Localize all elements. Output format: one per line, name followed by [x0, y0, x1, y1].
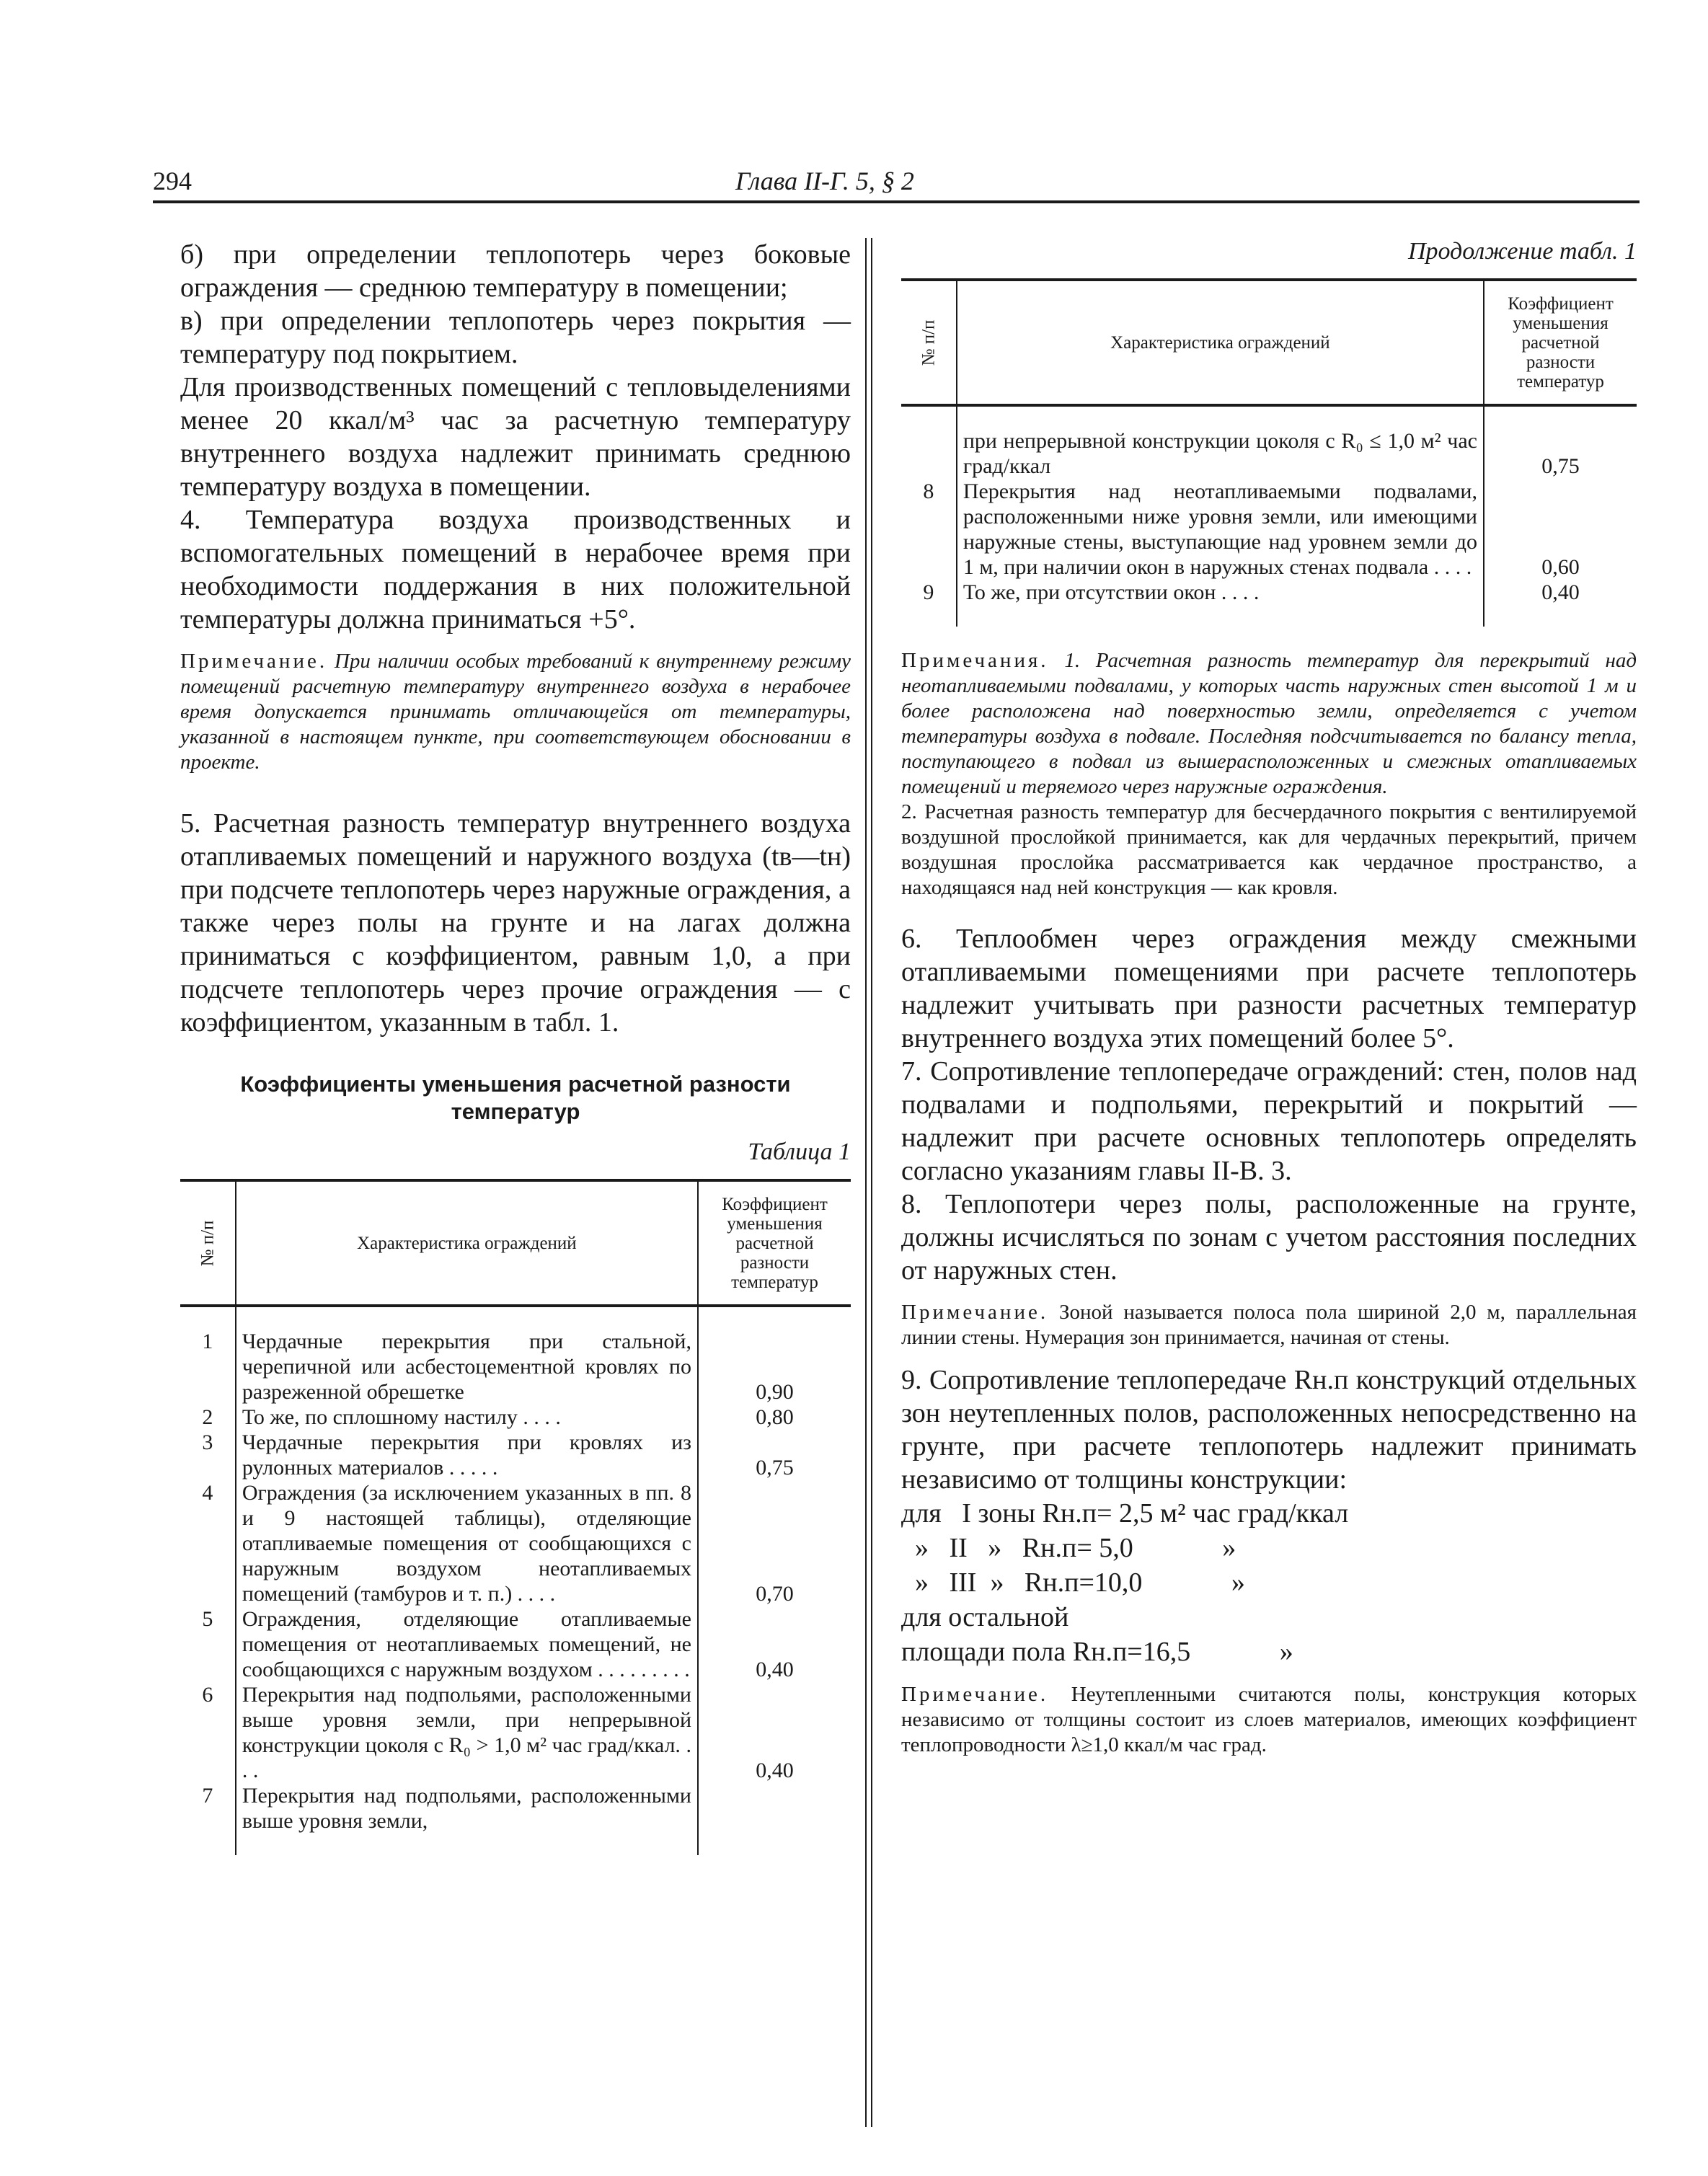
table-row — [901, 580, 1637, 605]
right-column — [901, 238, 1637, 1758]
table-row — [180, 1606, 851, 1682]
chapter-title: Глава II-Г. 5, § 2 — [735, 167, 914, 195]
note-2: 2. Расчетная разность температур для бесчердачного покрытия с вентилируемой воздушной прослойкой принимается, как для чердачных перекрытий, причем воздушная прослойка рассматривается как чердачное пространство, а находящаяся над ней конструкция — как кровля. — [901, 800, 1637, 899]
row-description: при непрерывной конструкции цоколя с R₀ ≤ 1,0 м² час град/ккал — [963, 429, 1477, 478]
table-caption: Коэффициенты уменьшения расчетной разности температур — [240, 1071, 791, 1124]
note-label: Примечание. — [180, 650, 328, 673]
zone-line: для остальной — [901, 1602, 1069, 1632]
row-description: Ограждения (за исключением указанных в пп. 8 и 9 настоящей таблицы), отделяющие отапливаемые помещения от сообщающихся с наружным воздухом неотапливаемых помещений (тамбуров и т. п.) . . . . — [242, 1481, 691, 1606]
table-row — [180, 1405, 851, 1430]
row-number: 3 — [180, 1430, 236, 1480]
continuation-label: Продолжение табл. 1 — [1407, 238, 1637, 265]
para-b: б) при определении теплопотерь через боковые ограждения — среднюю температуру в помещении; — [180, 239, 851, 303]
col-header-num: № п/п — [180, 1180, 236, 1306]
row-description: Чердачные перекрытия при стальной, черепичной или асбестоцементной кровлях по разреженной обрешетке — [242, 1330, 691, 1404]
note-text: Неутепленными считаются полы, конструкция которых независимо от толщины состоит из слоев материалов, имеющих коэффициент теплопроводности λ≥1,0 ккал/м час град. — [901, 1683, 1637, 1756]
zone-line: площади пола Rн.п=16,5 » — [901, 1637, 1293, 1667]
note-8 — [901, 1300, 1637, 1350]
zone-line: для I зоны Rн.п= 2,5 м² час град/ккал — [901, 1498, 1349, 1529]
table-row — [901, 428, 1637, 479]
col-header-desc: Характеристика ограждений — [236, 1180, 698, 1306]
table-row — [180, 1480, 851, 1606]
note-label: Примечание. — [901, 1683, 1049, 1706]
row-coefficient: 0,90 — [698, 1329, 851, 1405]
table-row — [180, 1329, 851, 1405]
para-9: 9. Сопротивление теплопередаче Rн.п конструкций отдельных зон неутепленных полов, расположенных непосредственно на грунте, при расчете теплопотерь надлежит принимать независимо от толщины конструкции: — [901, 1365, 1637, 1495]
row-coefficient: 0,60 — [1484, 479, 1637, 580]
note-text: Зоной называется полоса пола шириной 2,0 м, параллельная линии стены. Нумерация зон принимается, начиная от стены. — [901, 1301, 1637, 1349]
table-row — [180, 1430, 851, 1480]
zone-line: » III » Rн.п=10,0 » — [901, 1567, 1245, 1598]
para-4: 4. Температура воздуха производственных и вспомогательных помещений в нерабочее время при необходимости поддержания в них положительной температуры должна приниматься +5°. — [180, 505, 851, 634]
row-description: То же, при отсутствии окон . . . . — [963, 580, 1260, 604]
row-description: Перекрытия над подпольями, расположенными выше уровня земли, при непрерывной конструкции цоколя с R₀ > 1,0 м² час град/ккал. . . . — [242, 1683, 691, 1782]
table-row — [180, 1682, 851, 1783]
zone-list — [901, 1496, 1637, 1669]
column-divider — [865, 238, 872, 2127]
row-number: 2 — [180, 1405, 236, 1430]
note-4 — [180, 649, 851, 775]
row-coefficient: 0,75 — [698, 1430, 851, 1480]
row-description: Перекрытия над неотапливаемыми подвалами, расположенными ниже уровня земли, или имеющими наружные стены, выступающие над уровнем земли до 1 м, при наличии окон в наружных стенах подвала . . . . — [963, 479, 1477, 579]
left-column — [180, 238, 851, 1855]
row-number: 7 — [180, 1783, 236, 1834]
note-9 — [901, 1682, 1637, 1758]
row-coefficient: 0,70 — [698, 1480, 851, 1606]
zone-line: » II » Rн.п= 5,0 » — [901, 1533, 1236, 1563]
para-v: в) при определении теплопотерь через покрытия — температуру под покрытием. — [180, 306, 851, 369]
col-header-coef: Коэффициент уменьшения расчетной разности температур — [1484, 280, 1637, 405]
para-5: 5. Расчетная разность температур внутреннего воздуха отапливаемых помещений и наружного воздуха (tв—tн) при подсчете теплопотерь через наружные ограждения, а также через полы на грунте и на лагах должна приниматься с коэффициентом, равным 1,0, а при подсчете теплопотерь через прочие ограждения — с коэффициентом, указанным в табл. 1. — [180, 808, 851, 1038]
row-coefficient: 0,75 — [1484, 428, 1637, 479]
row-description: Чердачные перекрытия при кровлях из рулонных материалов . . . . . — [242, 1430, 691, 1480]
row-coefficient: 0,80 — [698, 1405, 851, 1430]
row-number: 5 — [180, 1606, 236, 1682]
row-description: То же, по сплошному настилу . . . . — [242, 1405, 561, 1429]
notes-label: Примечания. — [901, 649, 1049, 672]
row-number: 8 — [901, 479, 957, 580]
header-rule — [153, 200, 1640, 203]
col-header-num: № п/п — [901, 280, 957, 405]
para-prod: Для производственных помещений с тепловыделениями менее 20 ккал/м³ час за расчетную температуру внутреннего воздуха надлежит принимать среднюю температуру воздуха в помещении. — [180, 372, 851, 502]
table-row — [180, 1783, 851, 1834]
row-number: 9 — [901, 580, 957, 605]
table-1-part-1 — [180, 1179, 851, 1855]
row-description: Ограждения, отделяющие отапливаемые помещения от неотапливаемых помещений, не сообщающихся с наружным воздухом . . . . . . . . . — [242, 1607, 691, 1681]
note-1: 1. Расчетная разность температур для перекрытий над неотапливаемыми подвалами, у которых часть наружных стен высотой 1 м и более расположена над поверхностью земли, определяется с учетом температуры воздуха в подвале. Последняя подсчитывается по балансу тепла, поступающего в подвал из вышерасположенных и смежных отапливаемых помещений и теряемого через наружные ограждения. — [901, 649, 1637, 798]
table-notes — [901, 648, 1637, 800]
table-1-part-2 — [901, 278, 1637, 627]
row-coefficient: 0,40 — [698, 1682, 851, 1783]
row-number: 6 — [180, 1682, 236, 1783]
para-8: 8. Теплопотери через полы, расположенные на грунте, должны исчисляться по зонам с учетом расстояния последних от наружных стен. — [901, 1189, 1637, 1286]
row-coefficient: 0,40 — [698, 1606, 851, 1682]
note-label: Примечание. — [901, 1301, 1049, 1324]
row-number: 4 — [180, 1480, 236, 1606]
col-header-desc: Характеристика ограждений — [957, 280, 1484, 405]
row-number — [901, 428, 957, 479]
row-coefficient: 0,40 — [1484, 580, 1637, 605]
note-text: При наличии особых требований к внутреннему режиму помещений расчетную температуру внутреннего воздуха в нерабочее время допускается принимать отличающейся от температуры, указанной в настоящем пункте, при соответствующем обосновании в проекте. — [180, 650, 851, 774]
para-6: 6. Теплообмен через ограждения между смежными отапливаемыми помещениями при расчете теплопотерь надлежит учитывать при разности расчетных температур внутреннего воздуха этих помещений более 5°. — [901, 924, 1637, 1053]
row-coefficient — [698, 1783, 851, 1834]
row-description: Перекрытия над подпольями, расположенными выше уровня земли, — [242, 1784, 691, 1833]
para-7: 7. Сопротивление теплопередаче ограждений: стен, полов над подвалами и подпольями, перекрытий и покрытий — надлежит при расчете основных теплопотерь определять согласно указаниям главы II-В. 3. — [901, 1056, 1637, 1186]
row-number: 1 — [180, 1329, 236, 1405]
col-header-coef: Коэффициент уменьшения расчетной разности температур — [698, 1180, 851, 1306]
table-row — [901, 479, 1637, 580]
page-number: 294 — [153, 167, 192, 195]
table-label: Таблица 1 — [748, 1138, 851, 1165]
